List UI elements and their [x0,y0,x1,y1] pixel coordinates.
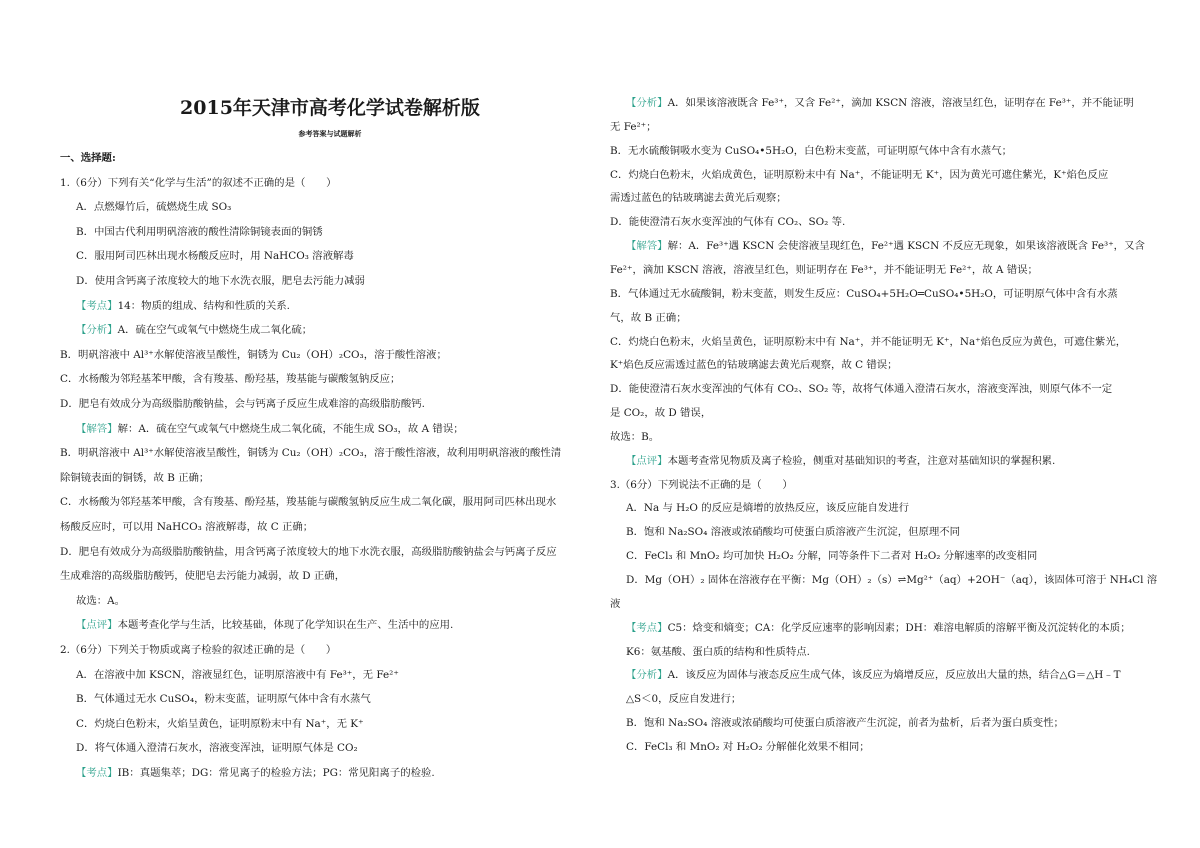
section-tag: 【解答】 [626,240,668,253]
line-text: C．FeCl₃ 和 MnO₂ 对 H₂O₂ 分解催化效果不相同； [626,740,870,753]
line-text: B．气体通过无水硫酸铜，粉末变蓝，则发生反应：CuSO₄+5H₂O═CuSO₄•5H₂O，可证明原气体中含有水蒸 [610,287,1118,300]
text-line [610,382,1150,396]
text-line [60,618,600,632]
text-line [60,323,600,337]
line-text: B．明矾溶液中 Al³⁺水解使溶液呈酸性，铜锈为 Cu₂（OH）₂CO₃，溶于酸性溶液，故利用明矾溶液的酸性清 [60,447,562,460]
text-line [60,225,600,239]
line-text: C．FeCl₃ 和 MnO₂ 均可加快 H₂O₂ 分解，同等条件下二者对 H₂O₂ 分解速率的改变相同 [626,550,1038,563]
line-text: 是 CO₂，故 D 错误， [610,407,712,420]
line-text: B．中国古代利用明矾溶液的酸性清除铜镜表面的铜锈 [76,225,323,238]
text-line [60,372,600,386]
section-tag: 【分析】 [626,669,668,682]
line-text: C．灼烧白色粉末，火焰呈黄色，证明原粉末中有 Na⁺，并不能证明无 K⁺，Na⁺焰色反应为黄色，可遮住紫光， [610,335,1127,348]
text-line [60,692,600,706]
line-text: 生成难溶的高级脂肪酸钙，使肥皂去污能力减弱，故 D 正确， [60,570,346,583]
section-tag: 【解答】 [76,422,118,435]
line-text: C．水杨酸为邻羟基苯甲酸，含有羧基、酚羟基，羧基能与碳酸氢钠反应生成二氧化碳，服用阿司匹林出现水 [60,496,557,509]
line-text: A．点燃爆竹后，硫燃烧生成 SO₃ [76,201,232,214]
text-line [60,668,600,682]
line-text: 1.（6分）下列有关“化学与生活”的叙述不正确的是（ ） [60,176,337,189]
line-text: A．硫在空气或氧气中燃烧生成二氧化硫； [117,324,313,337]
text-line [60,495,600,509]
text-line [610,501,1150,515]
text-line [610,645,1150,659]
line-text: C．水杨酸为邻羟基苯甲酸，含有羧基、酚羟基，羧基能与碳酸氢钠反应； [60,373,401,386]
line-text: B．饱和 Na₂SO₄ 溶液或浓硝酸均可使蛋白质溶液产生沉淀，但原理不同 [626,526,961,539]
line-text: A．如果该溶液既含 Fe³⁺，又含 Fe²⁺，滴加 KSCN 溶液，溶液呈红色，证明存在 Fe³⁺，并不能证明 [667,97,1134,109]
line-text: 需透过蓝色的钴玻璃滤去黄光后观察； [610,192,787,205]
line-text: B．明矾溶液中 Al³⁺水解使溶液呈酸性，铜锈为 Cu₂（OH）₂CO₃，溶于酸性溶液； [60,348,447,361]
line-text: C．灼烧白色粉末，火焰成黄色，证明原粉末中有 Na⁺，不能证明无 K⁺，因为黄光可遮住紫光，K⁺焰色反应 [610,168,1109,181]
text-line [610,335,1150,349]
text-line [610,168,1150,182]
line-text: D．将气体通入澄清石灰水，溶液变浑浊，证明原气体是 CO₂ [76,742,358,755]
text-line [610,239,1150,253]
line-text: B．气体通过无水 CuSO₄，粉末变蓝，证明原气体中含有水蒸气 [76,693,371,706]
text-line [610,621,1150,635]
page-subtitle: 参考答案与试题解析 [298,129,362,138]
text-line [60,200,600,214]
section-tag: 【考点】 [626,621,668,634]
line-text: 本题考查常见物质及离子检验，侧重对基础知识的考查，注意对基础知识的掌握积累. [667,454,1056,467]
text-line [610,191,1150,205]
line-text: C．灼烧白色粉末，火焰呈黄色，证明原粉末中有 Na⁺，无 K⁺ [76,717,364,730]
line-text: 14：物质的组成、结构和性质的关系. [117,299,290,312]
text-line [610,549,1150,563]
text-line [610,263,1150,277]
line-text: 解：A．硫在空气或氧气中燃烧生成二氧化硫，不能生成 SO₃，故 A 错误； [117,422,464,435]
text-line [60,741,600,755]
line-text: △S＜0，反应自发进行； [626,693,742,706]
text-line [60,545,600,559]
line-text: D．能使澄清石灰水变浑浊的气体有 CO₂、SO₂ 等，故将气体通入澄清石灰水，溶液变浑浊，则原气体不一定 [610,383,1113,396]
line-text: 本题考查化学与生活，比较基础，体现了化学知识在生产、生活中的应用. [117,619,454,632]
line-text: B．无水硫酸铜吸水变为 CuSO₄•5H₂O，白色粉末变蓝，可证明原气体中含有水蒸气； [610,144,1012,157]
line-text: 杨酸反应时，可以用 NaHCO₃ 溶液解毒，故 C 正确； [60,521,314,533]
text-line [60,299,600,313]
line-text: 气，故 B 正确； [610,311,687,324]
line-text: D．Mg（OH）₂ 固体在溶液存在平衡：Mg（OH）₂（s）⇌Mg²⁺（aq）+2OH⁻（aq），该固体可溶于 NH₄Cl 溶 [626,574,1158,586]
text-line [610,144,1150,158]
text-line [610,692,1150,706]
line-text: IB：真题集萃；DG：常见离子的检验方法；PG：常见阳离子的检验. [117,767,435,779]
section-tag: 【点评】 [626,454,668,467]
text-line [60,151,600,165]
text-line [60,520,600,534]
text-line [60,397,600,411]
line-text: A．该反应为固体与液态反应生成气体，该反应为熵增反应，反应放出大量的热，结合△G＝△H﹣T [667,669,1121,682]
line-text: K⁺焰色反应需透过蓝色的钴玻璃滤去黄光后观察，故 C 错误； [610,359,898,372]
line-text: A．Na 与 H₂O 的反应是熵增的放热反应，该反应能自发进行 [626,502,910,515]
text-line [60,766,600,780]
line-text: 解：A．Fe³⁺遇 KSCN 会使溶液呈现红色，Fe²⁺遇 KSCN 不反应无现象，如果该溶液既含 Fe³⁺，又含 [667,240,1145,253]
text-line [610,406,1150,420]
text-line [60,422,600,436]
line-text: D．肥皂有效成分为高级脂肪酸钠盐，用含钙离子浓度较大的地下水洗衣服，高级脂肪酸钠盐会与钙离子反应 [60,545,557,558]
text-line [610,215,1150,229]
text-line [610,120,1150,134]
section-tag: 【考点】 [76,767,118,779]
page-title: 2015年天津市高考化学试卷解析版 [180,97,480,119]
section-tag: 【考点】 [76,299,118,312]
line-text: 2.（6分）下列关于物质或离子检验的叙述正确的是（ ） [60,644,337,656]
text-line [610,525,1150,539]
line-text: 3.（6分）下列说法不正确的是（ ） [610,478,793,491]
line-text: 除铜镜表面的铜锈，故 B 正确； [60,471,210,484]
line-text: D．肥皂有效成分为高级脂肪酸钠盐，会与钙离子反应生成难溶的高级脂肪酸钙. [60,398,425,410]
text-line [610,740,1150,754]
text-line [60,717,600,731]
text-line [60,176,600,190]
text-line [60,274,600,288]
line-text: A．在溶液中加 KSCN，溶液显红色，证明原溶液中有 Fe³⁺，无 Fe²⁺ [76,668,399,681]
text-line [60,249,600,263]
text-line [610,573,1158,587]
line-text: 无 Fe²⁺； [610,120,657,133]
text-line [60,446,600,460]
line-text: C．服用阿司匹林出现水杨酸反应时，用 NaHCO₃ 溶液解毒 [76,250,354,263]
text-line [60,569,600,583]
line-text: 液 [610,597,621,610]
line-text: B．饱和 Na₂SO₄ 溶液或浓硝酸均可使蛋白质溶液产生沉淀，前者为盐析，后者为蛋白质变性； [626,717,1064,730]
text-line [60,594,600,608]
line-text: 一、选择题: [60,152,116,164]
text-line [60,471,600,485]
line-text: D．能使澄清石灰水变浑浊的气体有 CO₂、SO₂ 等. [610,216,846,229]
text-line [610,96,1150,110]
section-tag: 【分析】 [626,97,668,109]
text-line [610,478,1150,492]
line-text: 故选：B。 [610,430,660,443]
text-line [610,454,1150,468]
text-line [610,358,1150,372]
line-text: C5：焓变和熵变；CA：化学反应速率的影响因素；DH：难溶电解质的溶解平衡及沉淀转化的本质； [667,621,1131,634]
text-line [60,643,600,657]
text-line [610,311,1150,325]
text-line [60,348,600,362]
line-text: Fe²⁺，滴加 KSCN 溶液，溶液呈红色，则证明存在 Fe³⁺，并不能证明无 Fe²⁺，故 A 错误； [610,263,1038,276]
section-tag: 【分析】 [76,324,118,337]
section-tag: 【点评】 [76,619,118,632]
line-text: D．使用含钙离子浓度较大的地下水洗衣服，肥皂去污能力减弱 [76,275,365,287]
text-line [610,430,1150,444]
text-line [610,287,1150,301]
text-line [610,716,1150,730]
line-text: 故选：A。 [76,594,126,607]
text-line [610,597,1150,611]
text-line [610,668,1150,682]
line-text: K6：氨基酸、蛋白质的结构和性质特点. [626,645,810,658]
